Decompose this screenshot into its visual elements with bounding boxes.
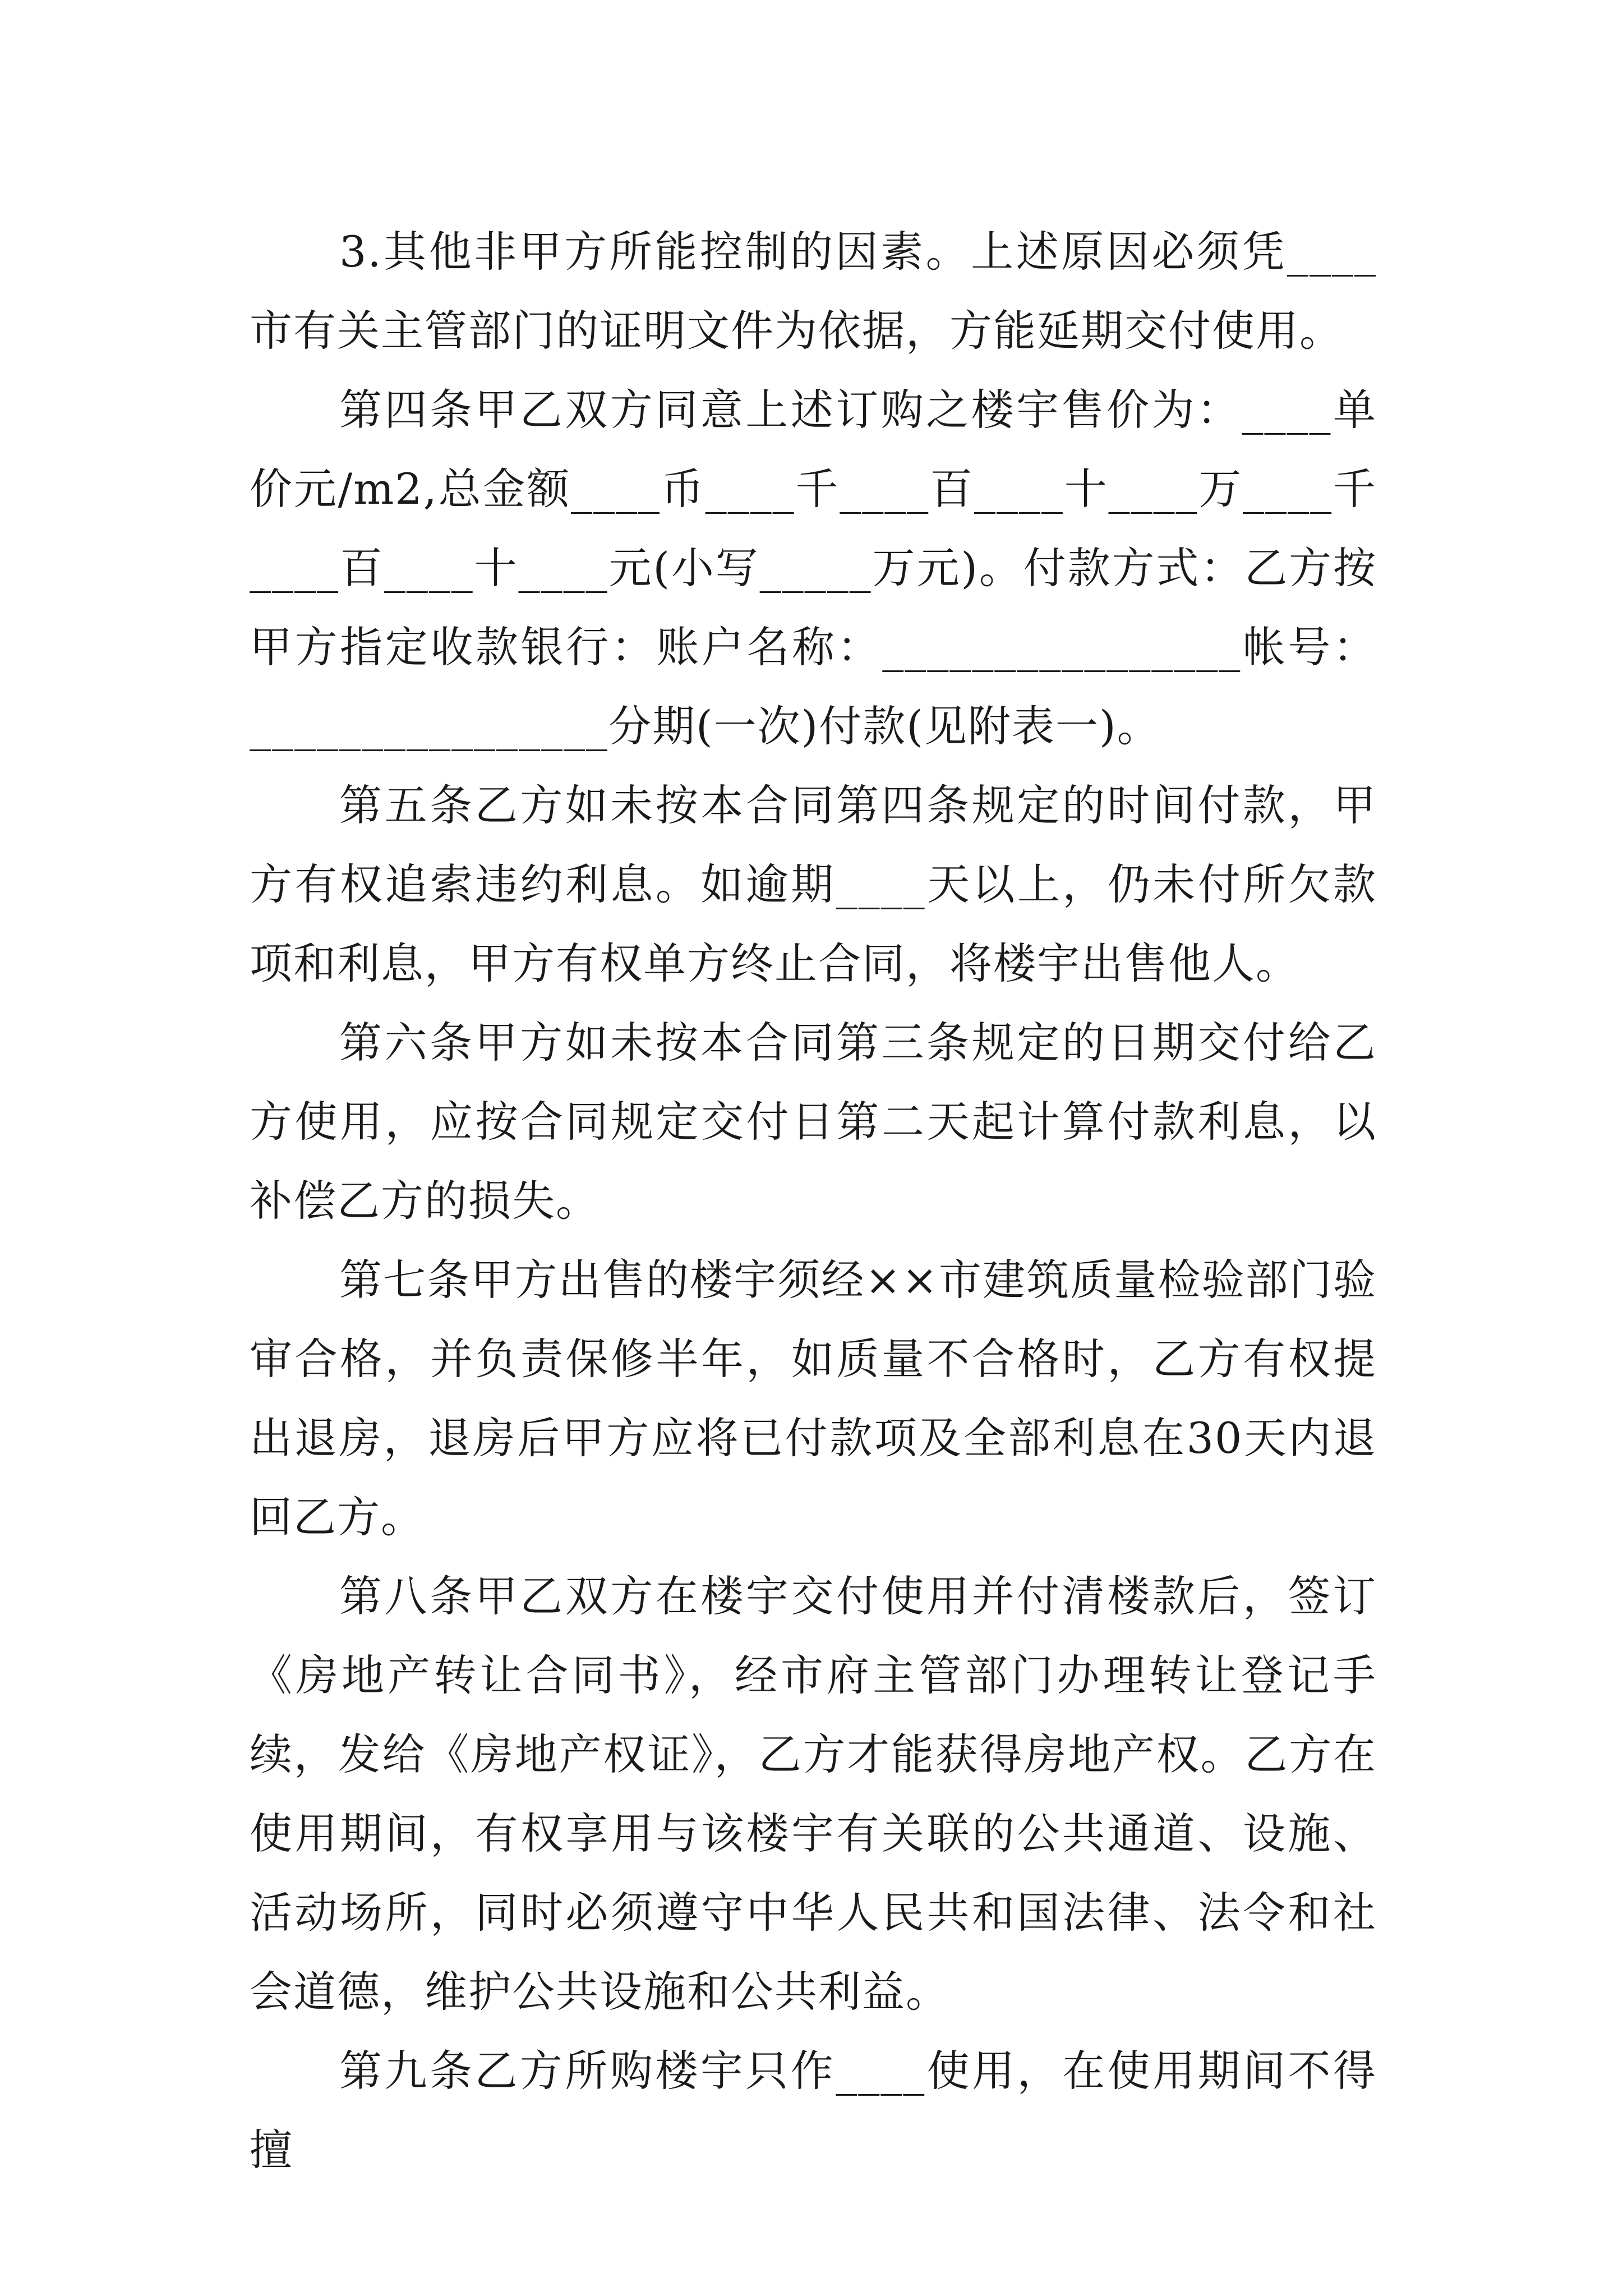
paragraph-article-7: 第七条甲方出售的楼宇须经××市建筑质量检验部门验审合格，并负责保修半年，如质量不合格时，乙方有权提出退房，退房后甲方应将已付款项及全部利息在30天内退回乙方。 [250, 1255, 1377, 1542]
paragraph-article-8: 第八条甲乙双方在楼宇交付使用并付清楼款后，签订《房地产转让合同书》，经市府主管部门办理转让登记手续，发给《房地产权证》，乙方才能获得房地产权。乙方在使用期间，有权享用与该楼宇有关联的公共通道、设施、活动场所，同时必须遵守中华人民共和国法律、法令和社会道德，维护公共设施和公共利益。 [250, 1571, 1377, 2017]
contract-body [250, 212, 1377, 2189]
paragraph-article-4: 第四条甲乙双方同意上述订购之楼宇售价为：____单价元/m2,总金额____币____千____百____十____万____千____百____十____元(小写_____万元)。付款方式：乙方按甲方指定收款银行：账户名称：________________帐号：________________分期(一次)付款(见附表一)。 [250, 385, 1377, 751]
paragraph-article-5: 第五条乙方如未按本合同第四条规定的时间付款，甲方有权追索违约利息。如逾期____天以上，仍未付所欠款项和利息，甲方有权单方终止合同，将楼宇出售他人。 [250, 780, 1377, 988]
paragraph-article-9: 第九条乙方所购楼宇只作____使用，在使用期间不得擅 [250, 2046, 1377, 2175]
paragraph-article-6: 第六条甲方如未按本合同第三条规定的日期交付给乙方使用，应按合同规定交付日第二天起计算付款利息，以补偿乙方的损失。 [250, 1018, 1377, 1226]
paragraph-clause-3-item-3: 3.其他非甲方所能控制的因素。上述原因必须凭____市有关主管部门的证明文件为依据，方能延期交付使用。 [250, 227, 1377, 356]
